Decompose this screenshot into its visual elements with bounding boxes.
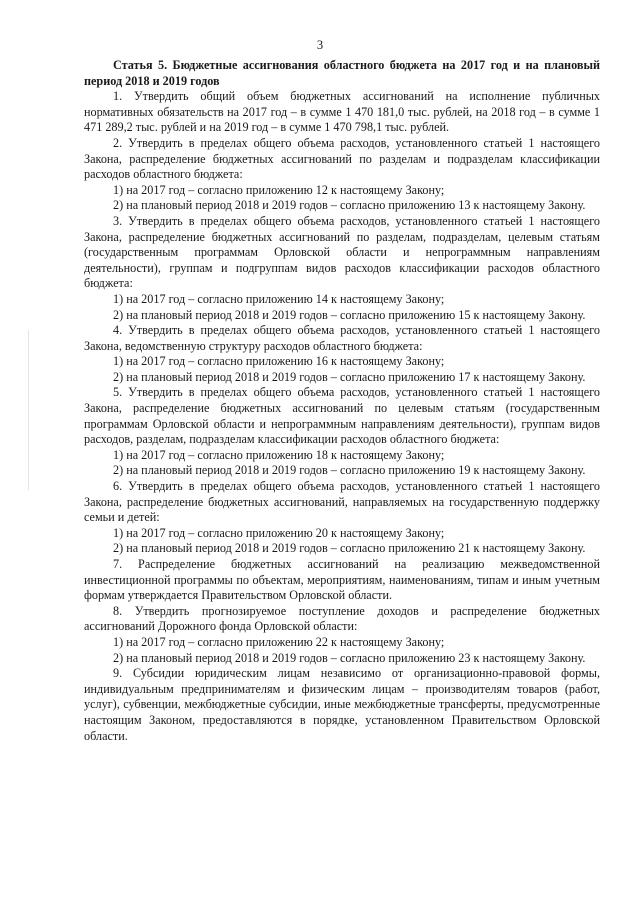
list-item: 2) на плановый период 2018 и 2019 годов – согласно приложению 19 к настоящему Закону.: [113, 463, 586, 478]
paragraph-2: 2. Утвердить в пределах общего объема расходов, установленного статьей 1 настоящего Закона, распределение бюджетных ассигнований по разделам и подразделам классификации расходов областного бюджета:: [84, 135, 600, 182]
list-item: 1) на 2017 год – согласно приложению 16 к настоящему Закону;: [113, 354, 445, 369]
paragraph-5: 5. Утвердить в пределах общего объема расходов, установленного статьей 1 настоящего Закона, распределение бюджетных ассигнований по целевым статьям (государственным программам Орловской области и непрограммным направлениям деятельности), группам видов расходов, разделам, подразделам классификации расходов областного бюджета:: [84, 385, 600, 447]
list-item: 2) на плановый период 2018 и 2019 годов – согласно приложению 17 к настоящему Закону.: [113, 369, 586, 384]
paragraph-9: 9. Субсидии юридическим лицам независимо от организационно-правовой формы, индивидуальным предпринимателям и физическим лицам – производителям товаров (работ, услуг), субвенции, межбюджетные субсидии, иные межбюджетные трансферты, предусмотренные настоящим Законом, предоставляются в порядке, установленном Правительством Орловской области.: [84, 666, 600, 743]
document-body: [84, 58, 600, 744]
paragraph-4: 4. Утвердить в пределах общего объема расходов, установленного статьей 1 настоящего Закона, ведомственную структуру расходов областного бюджета:: [84, 323, 600, 353]
paragraph-1: 1. Утвердить общий объем бюджетных ассигнований на исполнение публичных нормативных обязательств на 2017 год – в сумме 1 470 181,0 тыс. рублей, на 2018 год – в сумме 1 471 289,2 тыс. рублей и на 2019 год – в сумме 1 470 798,1 тыс. рублей.: [84, 89, 600, 135]
list-item: 1) на 2017 год – согласно приложению 14 к настоящему Закону;: [113, 291, 445, 306]
paragraph-8: 8. Утвердить прогнозируемое поступление доходов и распределение бюджетных ассигнований Дорожного фонда Орловской области:: [84, 603, 600, 634]
article-heading: Статья 5. Бюджетные ассигнования областного бюджета на 2017 год и на плановый период 2018 и 2019 годов: [84, 58, 600, 88]
paragraph-6: 6. Утвердить в пределах общего объема расходов, установленного статьей 1 настоящего Закона, распределение бюджетных ассигнований, направляемых на государственную поддержку семьи и детей:: [84, 479, 600, 525]
page-number: 3: [316, 38, 324, 52]
paragraph-7: 7. Распределение бюджетных ассигнований на реализацию межведомственной инвестиционной программы по объектам, мероприятиям, наименованиям, типам и иным учетным формам утверждается Правительством Орловской области.: [84, 557, 600, 603]
paragraph-3: 3. Утвердить в пределах общего объема расходов, установленного статьей 1 настоящего Закона, распределение бюджетных ассигнований по разделам, подразделам, целевым статьям (государственным программам Орловской области и непрограммным направлениям деятельности), группам и подгруппам видов расходов классификации расходов областного бюджета:: [84, 213, 600, 291]
list-item: 2) на плановый период 2018 и 2019 годов – согласно приложению 23 к настоящему Закону.: [113, 650, 586, 665]
scan-margin-mark: [28, 330, 29, 490]
list-item: 1) на 2017 год – согласно приложению 12 к настоящему Закону;: [113, 182, 445, 197]
list-item: 2) на плановый период 2018 и 2019 годов – согласно приложению 21 к настоящему Закону.: [113, 541, 586, 556]
list-item: 1) на 2017 год – согласно приложению 22 к настоящему Закону;: [113, 634, 445, 649]
list-item: 1) на 2017 год – согласно приложению 18 к настоящему Закону;: [113, 447, 445, 462]
list-item: 2) на плановый период 2018 и 2019 годов – согласно приложению 13 к настоящему Закону.: [113, 198, 586, 213]
list-item: 2) на плановый период 2018 и 2019 годов – согласно приложению 15 к настоящему Закону.: [113, 307, 586, 322]
list-item: 1) на 2017 год – согласно приложению 20 к настоящему Закону;: [113, 525, 445, 540]
